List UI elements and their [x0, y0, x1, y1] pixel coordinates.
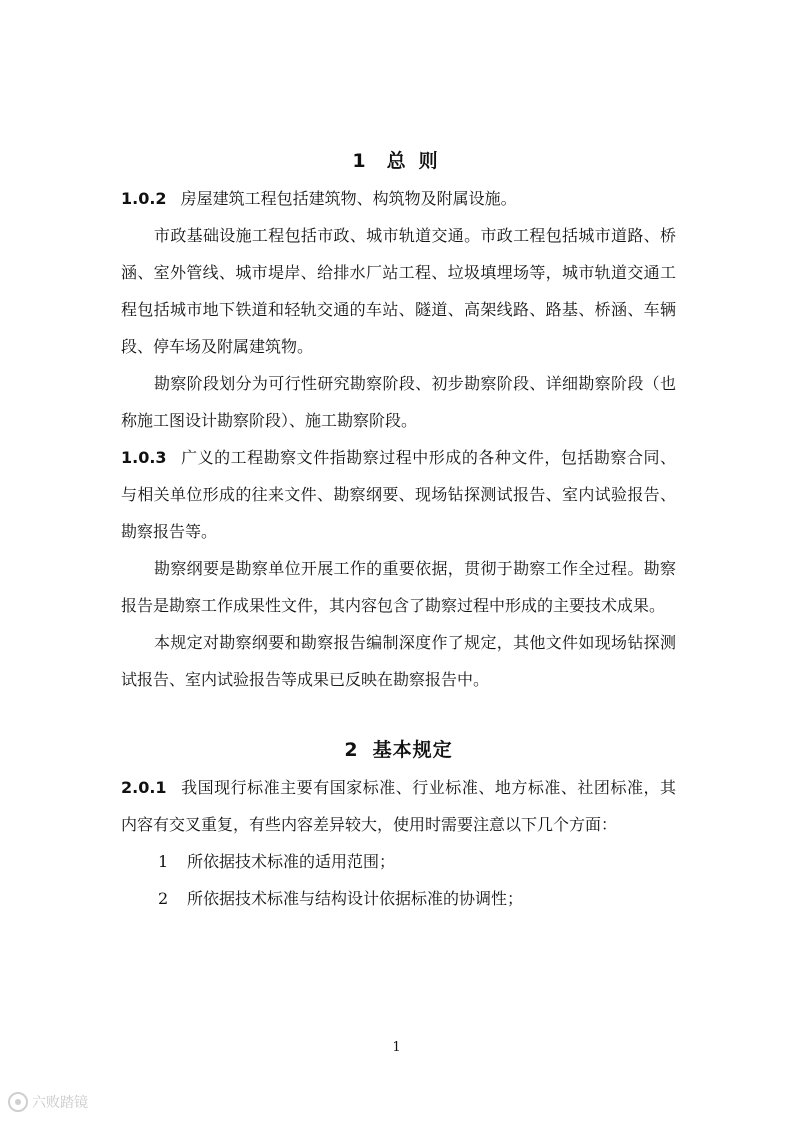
watermark-logo-icon: [8, 1092, 28, 1112]
chapter-1-number: 1: [352, 150, 367, 172]
section-gap: [121, 698, 676, 731]
clause-1-0-3-number: 1.0.3: [121, 448, 167, 467]
chapter-1-title-char-2: 则: [418, 150, 439, 172]
list-item-index: 2: [158, 889, 169, 908]
list-item-index: 1: [158, 852, 169, 871]
chapter-2-title: [121, 731, 676, 769]
watermark-text: 六败踏镜: [32, 1095, 88, 1111]
clause-2-0-1-paragraph-1: [121, 769, 676, 843]
chapter-2-number: 2: [344, 739, 359, 761]
watermark: [8, 1092, 88, 1112]
chapter-2-title-text: 基本规定: [372, 739, 453, 761]
clause-1-0-2-paragraph-1: [121, 180, 676, 217]
clause-2-0-1-text-1: 我国现行标准主要有国家标准、行业标准、地方标准、社团标准，其内容有交叉重复，有些内容差异较大，使用时需要注意以下几个方面：: [121, 778, 676, 834]
clause-1-0-2-number: 1.0.2: [121, 189, 167, 208]
page-number: 1: [392, 1040, 401, 1055]
clause-1-0-3-paragraph-3: 本规定对勘察纲要和勘察报告编制深度作了规定，其他文件如现场钻探测试报告、室内试验报告等成果已反映在勘察报告中。: [121, 633, 676, 689]
list-item: [121, 880, 676, 917]
clause-1-0-3-paragraph-1: [121, 439, 676, 550]
clause-1-0-2-text-1: 房屋建筑工程包括建筑物、构筑物及附属设施。: [180, 189, 517, 208]
list-item-text: 所依据技术标准的适用范围；: [187, 852, 396, 871]
clause-1-0-3-paragraph-2: 勘察纲要是勘察单位开展工作的重要依据，贯彻于勘察工作全过程。勘察报告是勘察工作成果性文件，其内容包含了勘察过程中形成的主要技术成果。: [121, 559, 676, 615]
clause-1-0-2-paragraph-3: 勘察阶段划分为可行性研究勘察阶段、初步勘察阶段、详细勘察阶段（也称施工图设计勘察阶段）、施工勘察阶段。: [121, 374, 676, 430]
clause-1-0-3-text-1: 广义的工程勘察文件指勘察过程中形成的各种文件，包括勘察合同、与相关单位形成的往来文件、勘察纲要、现场钻探测试报告、室内试验报告、勘察报告等。: [121, 448, 676, 541]
document-body: [121, 142, 676, 917]
chapter-1-title: [121, 142, 676, 180]
clause-2-0-1-number: 2.0.1: [121, 778, 167, 797]
chapter-1-title-char-1: 总: [386, 150, 407, 172]
clause-1-0-2-paragraph-2: 市政基础设施工程包括市政、城市轨道交通。市政工程包括城市道路、桥涵、室外管线、城市堤岸、给排水厂站工程、垃圾填埋场等，城市轨道交通工程包括城市地下铁道和轻轨交通的车站、隧道、高架线路、路基、桥涵、车辆段、停车场及附属建筑物。: [121, 226, 676, 356]
list-item-text: 所依据技术标准与结构设计依据标准的协调性；: [187, 889, 524, 908]
list-item: [121, 843, 676, 880]
